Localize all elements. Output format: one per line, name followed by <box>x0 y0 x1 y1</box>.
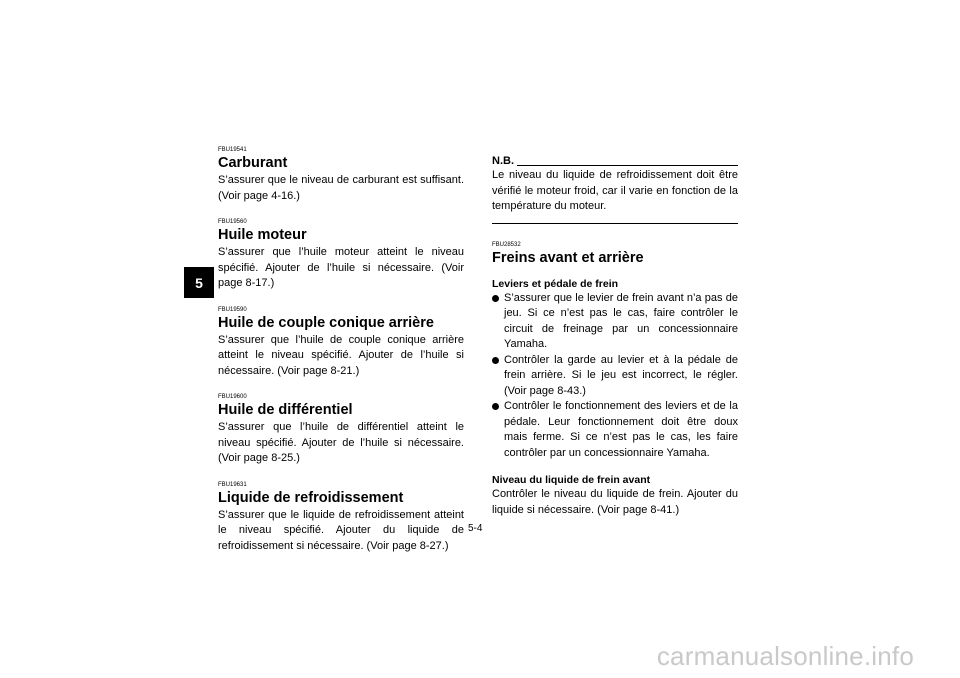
section-liquide-refroidissement <box>218 482 464 555</box>
section-code: FBU19600 <box>218 394 247 400</box>
section-huile-differentiel <box>218 394 464 467</box>
note-box <box>492 155 738 224</box>
section-title: Carburant <box>218 155 288 171</box>
section-text: S’assurer que le niveau de carburant est suffisant. (Voir page 4-16.) <box>218 174 464 202</box>
bullet-icon <box>492 357 499 364</box>
bullet-icon <box>492 403 499 410</box>
section-title: Huile de couple conique arrière <box>218 314 434 331</box>
section-code: FBU19541 <box>218 147 247 153</box>
section-code: FBU19590 <box>218 306 247 313</box>
chapter-tab-number: 5 <box>195 274 203 291</box>
list-item-text: Contrôler le fonctionnement des leviers et de la pédale. Leur fonctionnement doit être doux mais ferme. Si ce n’est pas le cas, les faire contrôler par un concessionnaire Yamaha. <box>504 400 738 459</box>
list-item-text: S’assurer que le levier de frein avant n’a pas de jeu. Si ce n’est pas le cas, faire contrôler le circuit de freinage par un concessionnaire Yamaha. <box>504 291 738 350</box>
note-label: N.B. <box>492 155 514 167</box>
brake-checklist <box>492 291 738 462</box>
section-carburant <box>218 147 464 204</box>
list-item <box>492 291 738 353</box>
section-code: FBU19560 <box>218 219 247 225</box>
note-header <box>492 155 738 167</box>
watermark: carmanualsonline.info <box>656 641 914 671</box>
chapter-tab <box>184 267 214 298</box>
section-title: Liquide de refroidissement <box>218 489 404 506</box>
list-item <box>492 399 738 461</box>
note-bottom-rule <box>492 223 738 224</box>
section-text: S’assurer que le liquide de refroidissement atteint le niveau spécifié. Ajouter du liquide de refroidissement si nécessaire. (Voir page 8-27.) <box>218 508 464 552</box>
section-text: S’assurer que l’huile moteur atteint le niveau spécifié. Ajouter de l’huile si nécessaire. (Voir page 8-17.) <box>218 246 464 289</box>
section-huile-moteur <box>218 219 464 292</box>
section-freins <box>492 242 738 519</box>
list-item <box>492 353 738 400</box>
subheading-liquide-frein: Niveau du liquide de frein avant <box>492 474 651 486</box>
section-code: FBU19631 <box>218 481 247 488</box>
list-item-text: Contrôler la garde au levier et à la pédale de frein arrière. Si le jeu est incorrect, le régler. (Voir page 8-43.) <box>504 353 738 397</box>
section-text: S’assurer que l’huile de couple conique arrière atteint le niveau spécifié. Ajouter de l’huile si nécessaire. (Voir page 8-21.) <box>218 333 464 377</box>
note-text: Le niveau du liquide de refroidissement doit être vérifié le moteur froid, car il varie en fonction de la température du moteur. <box>492 169 738 212</box>
note-header-rule <box>517 165 738 166</box>
page-number: 5-4 <box>468 523 483 534</box>
section-title: Huile de différentiel <box>218 402 353 418</box>
section-title: Huile moteur <box>218 227 307 243</box>
right-column <box>492 155 738 518</box>
liquide-frein-text: Contrôler le niveau du liquide de frein. Ajouter du liquide si nécessaire. (Voir page 8-41.) <box>492 488 738 516</box>
subheading-leviers: Leviers et pédale de frein <box>492 277 619 290</box>
section-title: Freins avant et arrière <box>492 249 644 266</box>
section-code: FBU28532 <box>492 241 521 248</box>
bullet-icon <box>492 295 499 302</box>
section-huile-couple-conique <box>218 307 464 380</box>
left-column <box>218 147 464 569</box>
section-text: S’assurer que l’huile de différentiel atteint le niveau spécifié. Ajouter de l’huile si nécessaire. (Voir page 8-25.) <box>218 421 464 464</box>
